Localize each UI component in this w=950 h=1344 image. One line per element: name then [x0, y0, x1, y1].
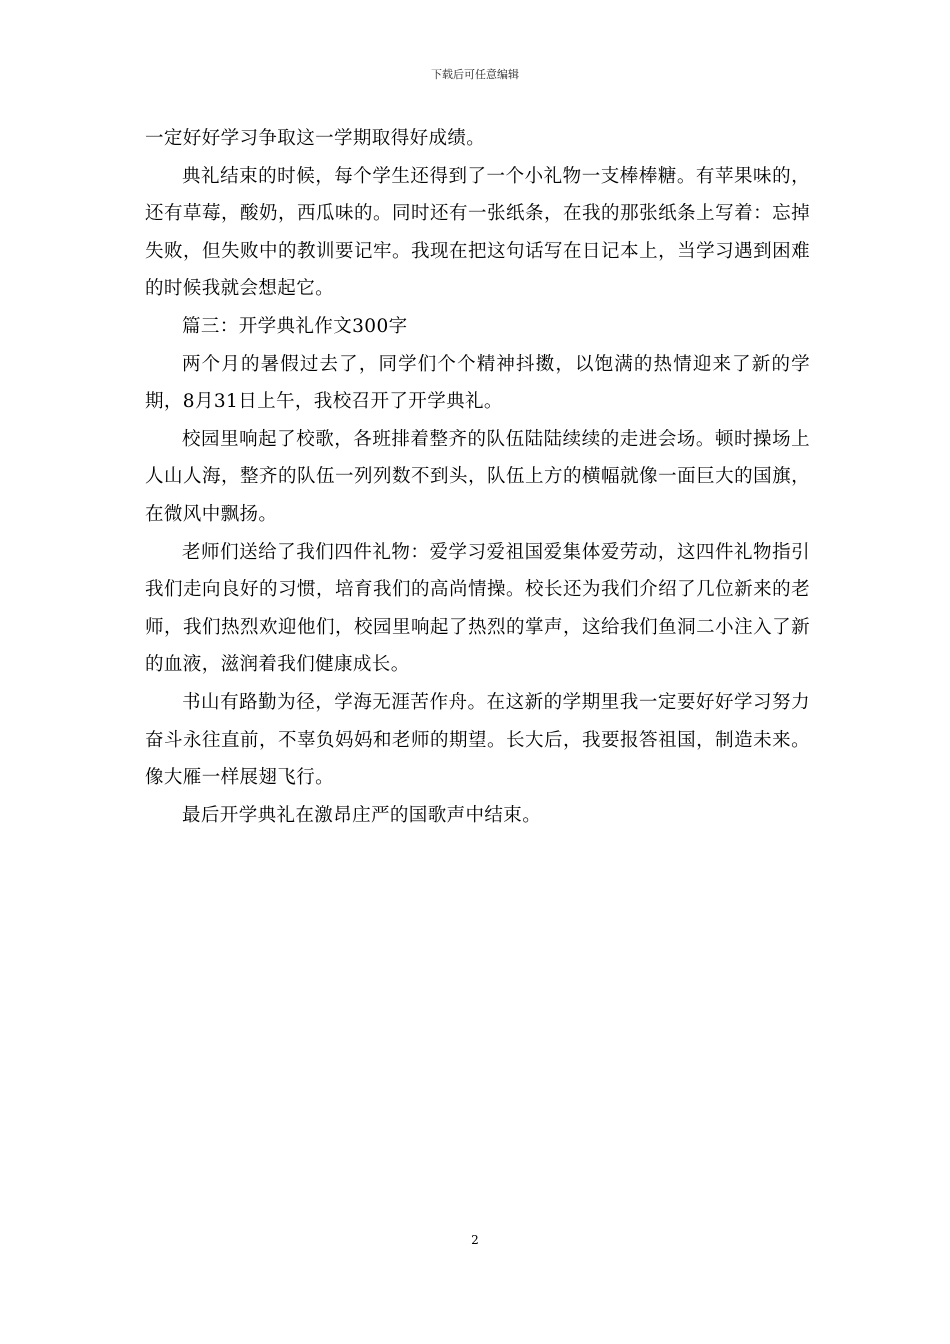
paragraph: 一定好好学习争取这一学期取得好成绩。 [145, 128, 486, 149]
document-body [145, 120, 810, 834]
paragraph: 两个月的暑假过去了，同学们个个精神抖擞，以饱满的热情迎来了新的学期，8月31日上午，我校召开了开学典礼。 [145, 353, 810, 413]
section-heading: 篇三：开学典礼作文300字 [182, 315, 408, 337]
paragraph: 最后开学典礼在激昂庄严的国歌声中结束。 [182, 804, 542, 826]
page-number: 2 [471, 1233, 479, 1247]
paragraph: 校园里响起了校歌，各班排着整齐的队伍陆陆续续的走进会场。顿时操场上人山人海，整齐的队伍一列列数不到头，队伍上方的横幅就像一面巨大的国旗，在微风中飘扬。 [145, 428, 810, 525]
paragraph: 老师们送给了我们四件礼物：爱学习爱祖国爱集体爱劳动，这四件礼物指引我们走向良好的习惯，培育我们的高尚情操。校长还为我们介绍了几位新来的老师，我们热烈欢迎他们，校园里响起了热烈的掌声，这给我们鱼洞二小注入了新的血液，滋润着我们健康成长。 [145, 541, 810, 676]
page-header: 下载后可任意编辑 [431, 68, 519, 81]
paragraph: 典礼结束的时候，每个学生还得到了一个小礼物一支棒棒糖。有苹果味的，还有草莓，酸奶，西瓜味的。同时还有一张纸条，在我的那张纸条上写着：忘掉失败，但失败中的教训要记牢。我现在把这句话写在日记本上，当学习遇到困难的时候我就会想起它。 [145, 165, 810, 300]
paragraph: 书山有路勤为径，学海无涯苦作舟。在这新的学期里我一定要好好学习努力奋斗永往直前，不辜负妈妈和老师的期望。长大后，我要报答祖国，制造未来。像大雁一样展翅飞行。 [145, 691, 810, 789]
